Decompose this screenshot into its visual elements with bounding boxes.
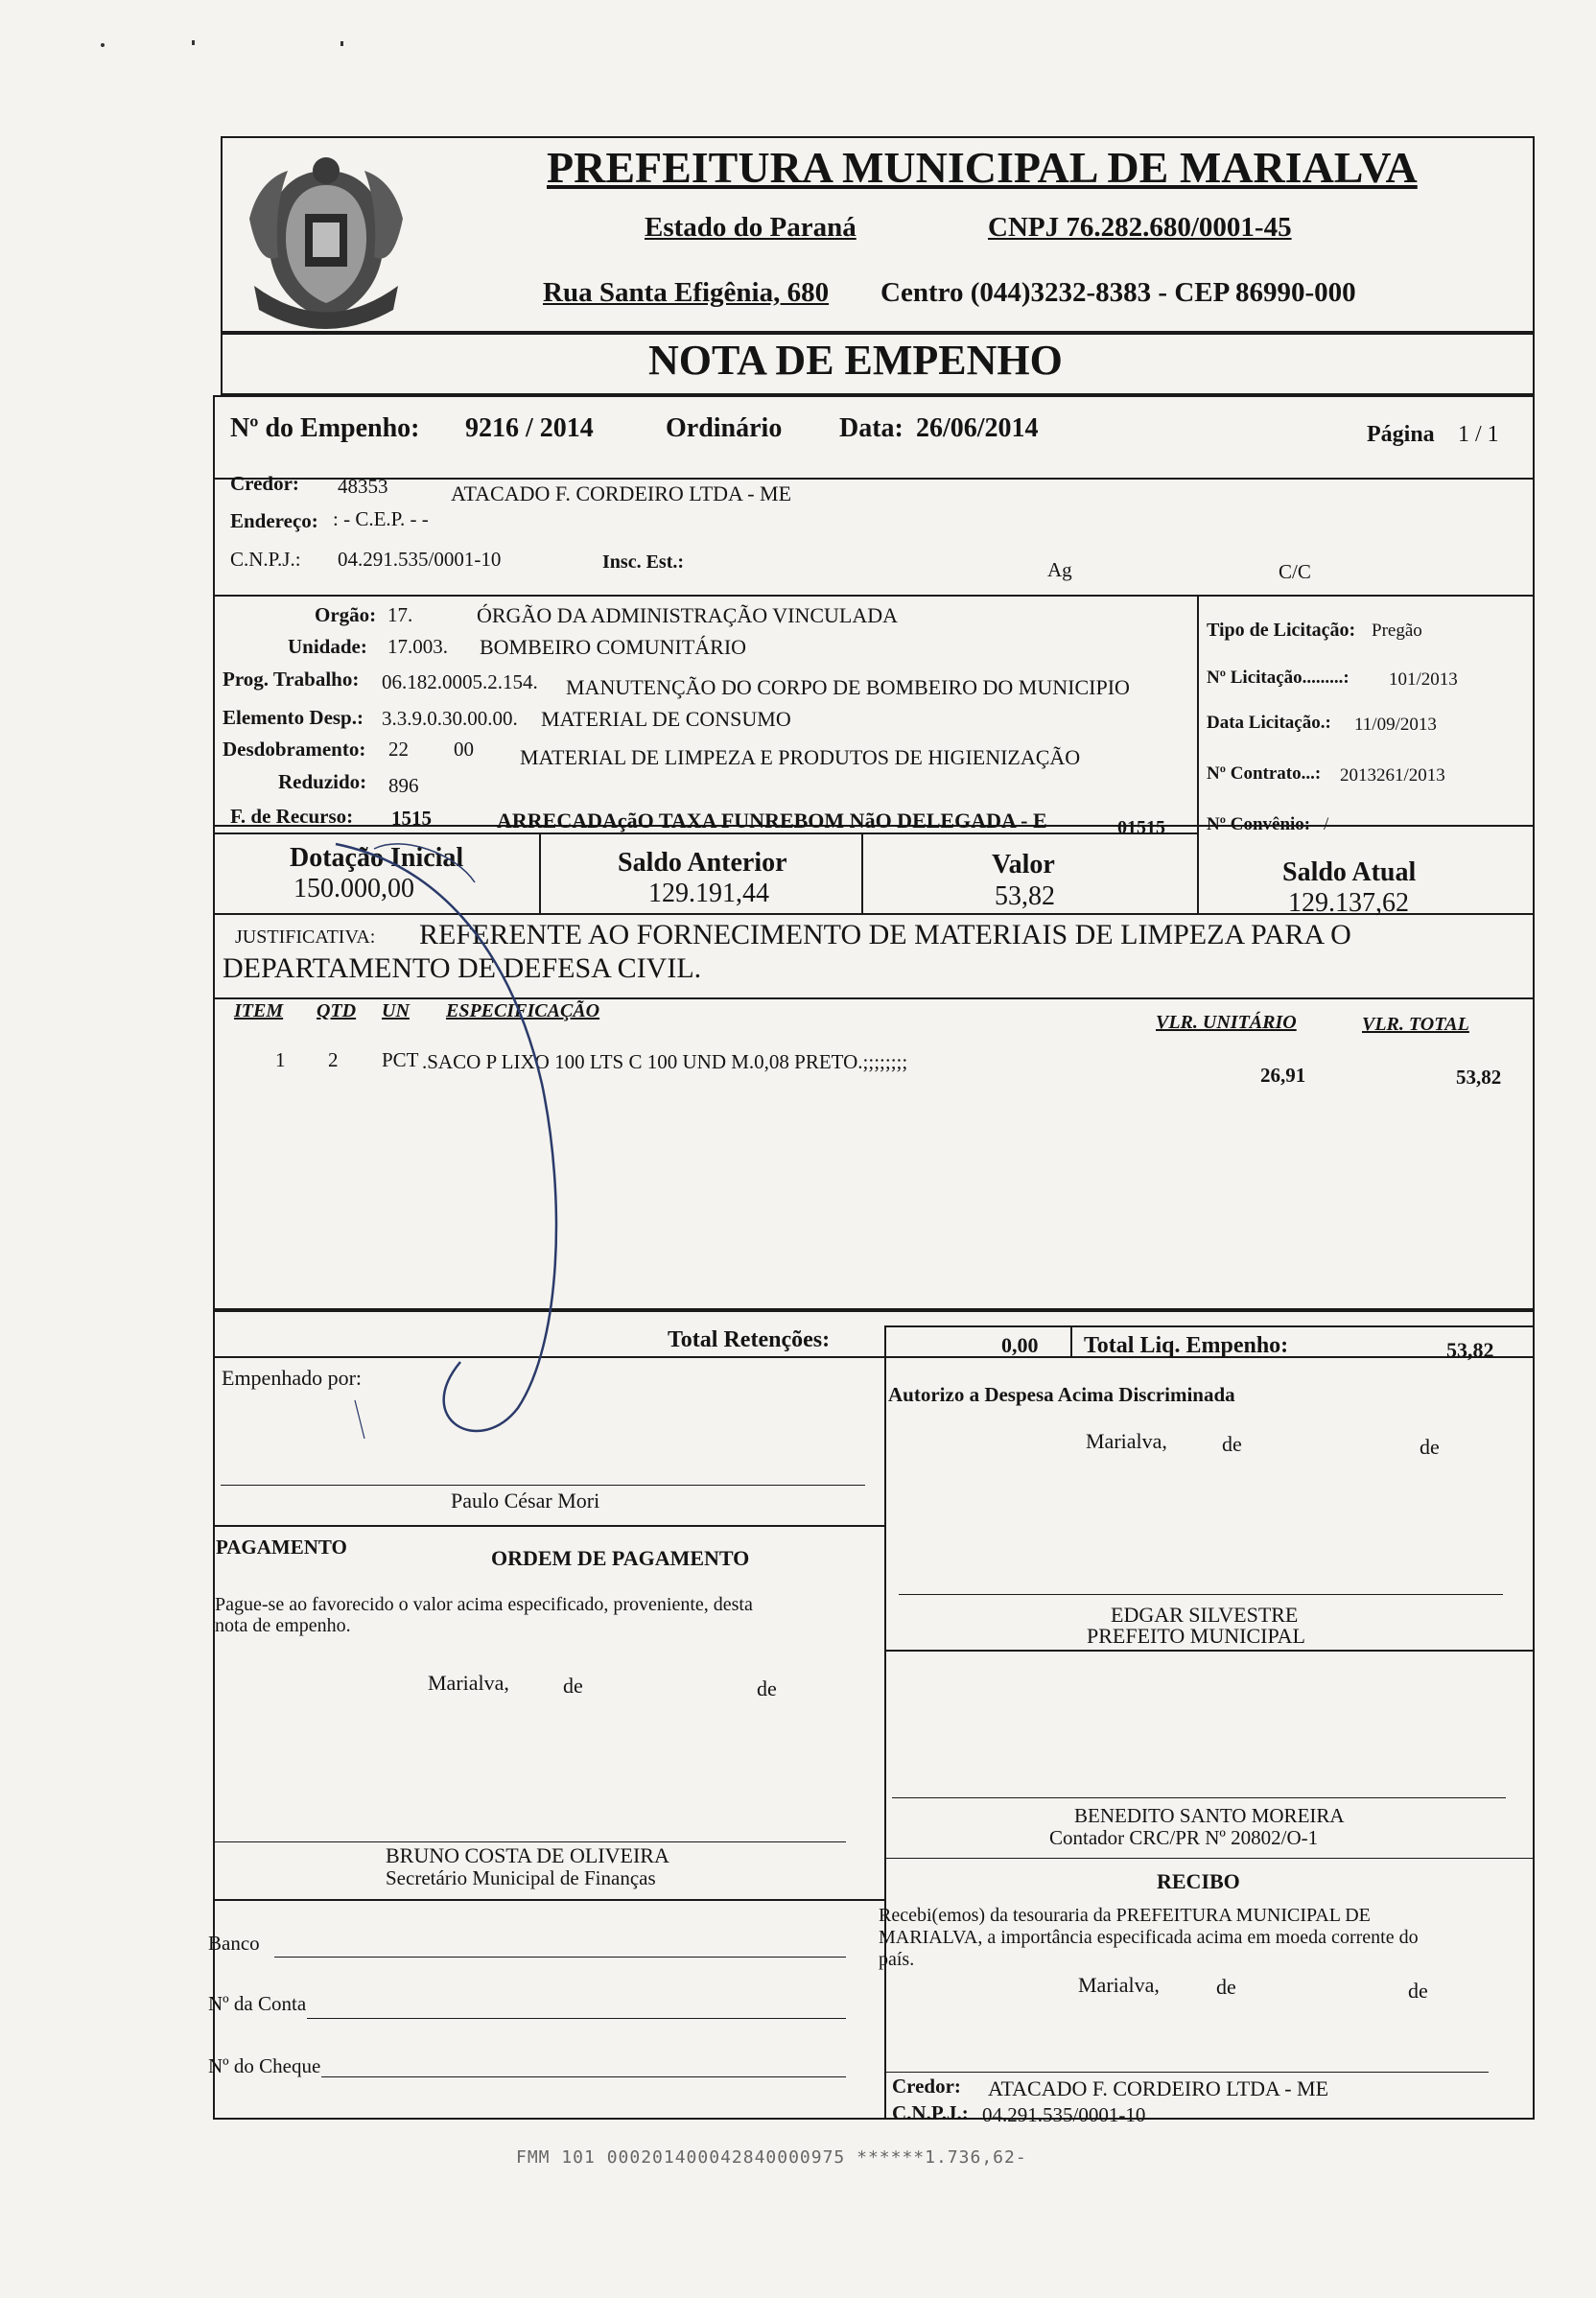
divider — [1070, 1325, 1072, 1358]
prefeito-name: EDGAR SILVESTRE — [1111, 1603, 1299, 1627]
saldo-anterior-value: 129.191,44 — [648, 879, 769, 908]
elemento-label: Elemento Desp.: — [223, 706, 364, 729]
pagamento-de-1: de — [563, 1674, 583, 1698]
scan-speck — [101, 43, 105, 47]
empenhado-name: Paulo César Mori — [451, 1489, 600, 1512]
dotacao-value: 150.000,00 — [293, 874, 414, 903]
page-label: Página — [1367, 422, 1435, 447]
item-spec: .SACO P LIXO 100 LTS C 100 UND M.0,08 PRETO.;;;;;;;; — [422, 1050, 908, 1073]
data-licitacao-label: Data Licitação.: — [1207, 713, 1331, 733]
conta-label[interactable]: Nº da Conta — [208, 1992, 307, 2015]
cnpj-header: CNPJ 76.282.680/0001-45 — [988, 212, 1292, 243]
secretario-title: Secretário Municipal de Finanças — [386, 1866, 656, 1889]
total-liquido-label: Total Liq. Empenho: — [1084, 1333, 1289, 1358]
address-rest: Centro (044)3232-8383 - CEP 86990-000 — [880, 277, 1356, 308]
desdobramento-name: MATERIAL DE LIMPEZA E PRODUTOS DE HIGIENIZAÇÃO — [520, 745, 1081, 769]
divider — [884, 1858, 1535, 1859]
reduzido-value: 896 — [388, 774, 419, 797]
cheque-field-line[interactable] — [321, 2076, 846, 2077]
document-title: NOTA DE EMPENHO — [648, 337, 1063, 384]
divider — [213, 1899, 884, 1901]
handwritten-signature — [288, 825, 691, 1439]
item-number: 1 — [275, 1048, 286, 1071]
conta-field-line[interactable] — [307, 2018, 846, 2019]
unidade-label: Unidade: — [288, 635, 367, 658]
empenho-date: 26/06/2014 — [916, 413, 1039, 443]
divider — [884, 1325, 1535, 1327]
divider — [861, 832, 863, 915]
credor-address: : - C.E.P. - - — [333, 507, 429, 530]
orgao-name: ÓRGÃO DA ADMINISTRAÇÃO VINCULADA — [477, 603, 899, 627]
saldo-atual-label: Saldo Atual — [1282, 857, 1417, 887]
orgao-code: 17. — [387, 603, 413, 626]
coat-of-arms-icon — [230, 142, 422, 343]
elemento-name: MATERIAL DE CONSUMO — [541, 707, 791, 731]
desdobramento-sub: 00 — [454, 738, 474, 761]
justificativa-line-2: DEPARTAMENTO DE DEFESA CIVIL. — [223, 952, 702, 984]
data-licitacao-value: 11/09/2013 — [1354, 715, 1437, 735]
empenho-type: Ordinário — [666, 413, 783, 443]
recibo-text-3: país. — [879, 1949, 915, 1970]
credor-code: 48353 — [338, 475, 388, 498]
saldo-atual-value: 129.137,62 — [1288, 888, 1409, 918]
col-spec-header: ESPECIFICAÇÃO — [446, 1000, 600, 1021]
recurso-name: ARRECADAçãO TAXA FUNREBOM NãO DELEGADA - E — [497, 809, 1047, 832]
prog-trabalho-name: MANUTENÇÃO DO CORPO DE BOMBEIRO DO MUNICIPIO — [566, 675, 1130, 699]
date-label: Data: — [839, 413, 904, 443]
cnpj-label: C.N.P.J.: — [230, 548, 301, 571]
ordem-pagamento-title: ORDEM DE PAGAMENTO — [491, 1546, 750, 1570]
item-unit-value: 26,91 — [1260, 1064, 1306, 1087]
recibo-text-2: MARIALVA, a importância especificada acima em moeda corrente do — [879, 1927, 1419, 1948]
autorizo-de-2: de — [1420, 1435, 1440, 1459]
signature-line — [221, 1485, 865, 1486]
contrato-value: 2013261/2013 — [1340, 765, 1445, 786]
tipo-licitacao-value: Pregão — [1372, 621, 1422, 641]
page-number: 1 / 1 — [1458, 422, 1499, 447]
empenho-number-label: Nº do Empenho: — [230, 413, 420, 443]
retencoes-value: 0,00 — [1001, 1333, 1039, 1357]
justificativa-line-1: REFERENTE AO FORNECIMENTO DE MATERIAIS DE LIMPEZA PARA O — [419, 919, 1351, 950]
divider — [884, 1358, 886, 2120]
col-total-header: VLR. TOTAL — [1362, 1014, 1469, 1035]
convenio-value: / — [1324, 814, 1329, 834]
pagamento-text-2: nota de empenho. — [215, 1615, 351, 1636]
dotacao-label: Dotação Inicial — [290, 843, 464, 873]
cheque-label[interactable]: Nº do Cheque — [208, 2054, 321, 2077]
recibo-title: RECIBO — [1157, 1869, 1240, 1893]
tipo-licitacao-label: Tipo de Licitação: — [1207, 620, 1356, 641]
bank-ag-label: Ag — [1047, 558, 1072, 581]
credor-name: ATACADO F. CORDEIRO LTDA - ME — [451, 481, 792, 505]
divider — [213, 1525, 884, 1527]
signature-line — [884, 2072, 1489, 2073]
item-un: PCT — [382, 1048, 419, 1071]
divider — [213, 478, 1535, 480]
recibo-de-2: de — [1408, 1979, 1428, 2003]
pagamento-city: Marialva, — [428, 1671, 509, 1695]
autorizo-city: Marialva, — [1086, 1429, 1167, 1453]
col-unit-header: VLR. UNITÁRIO — [1156, 1012, 1297, 1033]
address-street: Rua Santa Efigênia, 680 — [543, 277, 830, 308]
signature-line — [213, 1841, 846, 1842]
footer-code: FMM 101 000201400042840000975 ******1.736,62- — [516, 2147, 1027, 2168]
prog-trabalho-label: Prog. Trabalho: — [223, 668, 360, 691]
pagamento-de-2: de — [757, 1677, 777, 1700]
insc-est-label: Insc. Est.: — [602, 551, 685, 573]
total-liquido-value: 53,82 — [1446, 1338, 1494, 1362]
signature-line — [899, 1594, 1503, 1595]
desdobramento-label: Desdobramento: — [223, 738, 366, 761]
item-total-value: 53,82 — [1456, 1066, 1502, 1089]
col-qtd-header: QTD — [317, 1000, 357, 1021]
recibo-city: Marialva, — [1078, 1973, 1160, 1997]
bank-cc-label: C/C — [1279, 560, 1311, 583]
valor-value: 53,82 — [995, 881, 1055, 911]
contador-title: Contador CRC/PR Nº 20802/O-1 — [1049, 1826, 1319, 1849]
num-licitacao-label: Nº Licitação.........: — [1207, 668, 1350, 688]
recurso-code: 1515 — [391, 807, 432, 830]
banco-field-line[interactable] — [274, 1957, 846, 1958]
address-label: Endereço: — [230, 509, 318, 532]
recibo-cnpj-value: 04.291.535/0001-10 — [982, 2103, 1146, 2126]
recurso-label: F. de Recurso: — [230, 805, 354, 828]
prefeito-title: PREFEITO MUNICIPAL — [1087, 1624, 1305, 1648]
prog-trabalho-code: 06.182.0005.2.154. — [382, 670, 538, 693]
justificativa-label: JUSTIFICATIVA: — [235, 926, 376, 948]
col-item-header: ITEM — [234, 1000, 284, 1021]
city-hall-title: PREFEITURA MUNICIPAL DE MARIALVA — [547, 143, 1418, 192]
unidade-name: BOMBEIRO COMUNITÁRIO — [480, 635, 747, 659]
recibo-credor-label: Credor: — [892, 2075, 961, 2098]
contador-name: BENEDITO SANTO MOREIRA — [1074, 1804, 1345, 1827]
state-label: Estado do Paraná — [645, 212, 857, 243]
banco-label[interactable]: Banco — [208, 1932, 260, 1955]
recibo-de-1: de — [1216, 1975, 1236, 1999]
retencoes-label: Total Retenções: — [668, 1327, 831, 1352]
saldo-anterior-label: Saldo Anterior — [618, 848, 787, 878]
recurso-number: 01515 — [1117, 817, 1165, 838]
autorizo-de-1: de — [1222, 1432, 1242, 1456]
elemento-code: 3.3.9.0.30.00.00. — [382, 707, 518, 730]
contrato-label: Nº Contrato...: — [1207, 763, 1322, 784]
num-licitacao-value: 101/2013 — [1389, 669, 1458, 690]
convenio-label: Nº Convênio: — [1207, 814, 1311, 834]
recibo-cnpj-label: C.N.P.J.: — [892, 2101, 969, 2124]
col-un-header: UN — [382, 1000, 410, 1021]
unidade-code: 17.003. — [387, 635, 448, 658]
valor-label: Valor — [992, 850, 1055, 879]
reduzido-label: Reduzido: — [278, 770, 367, 793]
divider — [884, 1650, 1535, 1652]
desdobramento-code: 22 — [388, 738, 409, 761]
item-qtd: 2 — [328, 1048, 339, 1071]
credor-label: Credor: — [230, 472, 299, 495]
credor-cnpj: 04.291.535/0001-10 — [338, 548, 502, 571]
divider — [884, 1325, 886, 1358]
empenhado-label: Empenhado por: — [222, 1366, 363, 1390]
scan-speck — [340, 41, 343, 46]
pagamento-label: PAGAMENTO — [216, 1536, 347, 1559]
autorizo-text: Autorizo a Despesa Acima Discriminada — [888, 1383, 1235, 1406]
recibo-text-1: Recebi(emos) da tesouraria da PREFEITURA MUNICIPAL DE — [879, 1905, 1371, 1926]
signatures-frame — [213, 1358, 1535, 2120]
empenho-number: 9216 / 2014 — [465, 413, 594, 443]
signature-line — [892, 1797, 1506, 1798]
recibo-credor-name: ATACADO F. CORDEIRO LTDA - ME — [988, 2076, 1329, 2100]
secretario-name: BRUNO COSTA DE OLIVEIRA — [386, 1843, 669, 1867]
orgao-label: Orgão: — [315, 603, 377, 626]
scan-speck — [192, 40, 195, 45]
pagamento-text-1: Pague-se ao favorecido o valor acima especificado, proveniente, desta — [215, 1594, 753, 1615]
